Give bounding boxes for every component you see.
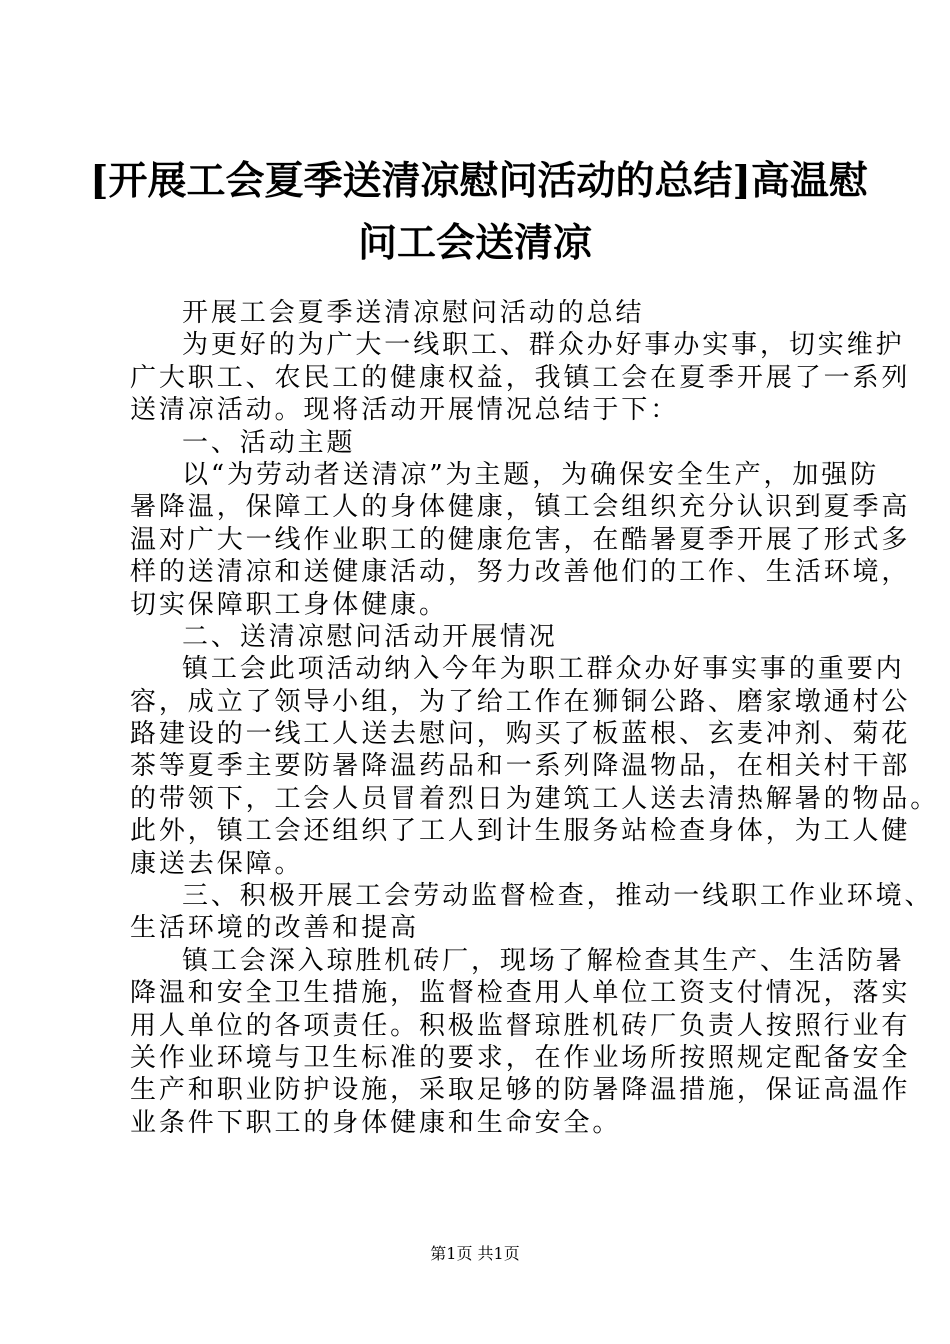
body-text-line: 一、活动主题 <box>182 427 356 458</box>
body-text-line: 生活环境的改善和提高 <box>130 913 420 944</box>
title-line-1: [开展工会夏季送清凉慰问活动的总结]高温慰 <box>90 158 868 204</box>
document-body <box>130 297 940 1139</box>
body-text-line: 镇工会此项活动纳入今年为职工群众办好事实事的重要内 <box>182 654 905 685</box>
body-text-line: 为更好的为广大一线职工、群众办好事办实事，切实维护 <box>182 330 905 361</box>
title-line-2: 问工会送清凉 <box>357 220 592 266</box>
body-text-line: 暑降温，保障工人的身体健康，镇工会组织充分认识到夏季高 <box>130 492 911 523</box>
body-text-line: 降温和安全卫生措施，监督检查用人单位工资支付情况，落实 <box>130 978 911 1009</box>
body-text-line: 以“为劳动者送清凉”为主题，为确保安全生产，加强防 <box>182 459 880 490</box>
body-text-line: 温对广大一线作业职工的健康危害，在酷暑夏季开展了形式多 <box>130 524 911 555</box>
body-text-line: 康送去保障。 <box>130 848 304 879</box>
body-text-line: 开展工会夏季送清凉慰问活动的总结 <box>182 298 645 328</box>
body-text-line: 二、送清凉慰问活动开展情况 <box>182 621 558 652</box>
body-text-line: 用人单位的各项责任。积极监督琼胜机砖厂负责人按照行业有 <box>130 1010 911 1041</box>
body-text-line: 关作业环境与卫生标准的要求，在作业场所按照规定配备安全 <box>130 1042 911 1073</box>
body-text-line: 三、积极开展工会劳动监督检查，推动一线职工作业环境、 <box>182 881 934 912</box>
body-text-line: 生产和职业防护设施，采取足够的防暑降温措施，保证高温作 <box>130 1075 911 1106</box>
body-text-line: 送清凉活动。现将活动开展情况总结于下： <box>130 395 680 426</box>
body-text-line: 茶等夏季主要防暑降温药品和一系列降温物品，在相关村干部 <box>130 751 911 782</box>
body-text-line: 的带领下，工会人员冒着烈日为建筑工人送去清热解暑的物品。 <box>130 783 940 814</box>
body-text-line: 广大职工、农民工的健康权益，我镇工会在夏季开展了一系列 <box>130 362 911 393</box>
document-title <box>90 150 868 274</box>
body-text-line: 路建设的一线工人送去慰问，购买了板蓝根、玄麦冲剂、菊花 <box>130 719 911 750</box>
body-text-line: 切实保障职工身体健康。 <box>130 589 448 620</box>
body-text-line: 业条件下职工的身体健康和生命安全。 <box>130 1107 622 1138</box>
body-text-line: 此外，镇工会还组织了工人到计生服务站检查身体，为工人健 <box>130 816 911 847</box>
body-text-line: 容，成立了领导小组，为了给工作在狮铜公路、磨家墩通村公 <box>130 686 911 717</box>
body-text-line: 样的送清凉和送健康活动，努力改善他们的工作、生活环境， <box>130 557 911 588</box>
page-footer: 第1页 共1页 <box>430 1244 520 1263</box>
body-text-line: 镇工会深入琼胜机砖厂，现场了解检查其生产、生活防暑 <box>182 945 905 976</box>
